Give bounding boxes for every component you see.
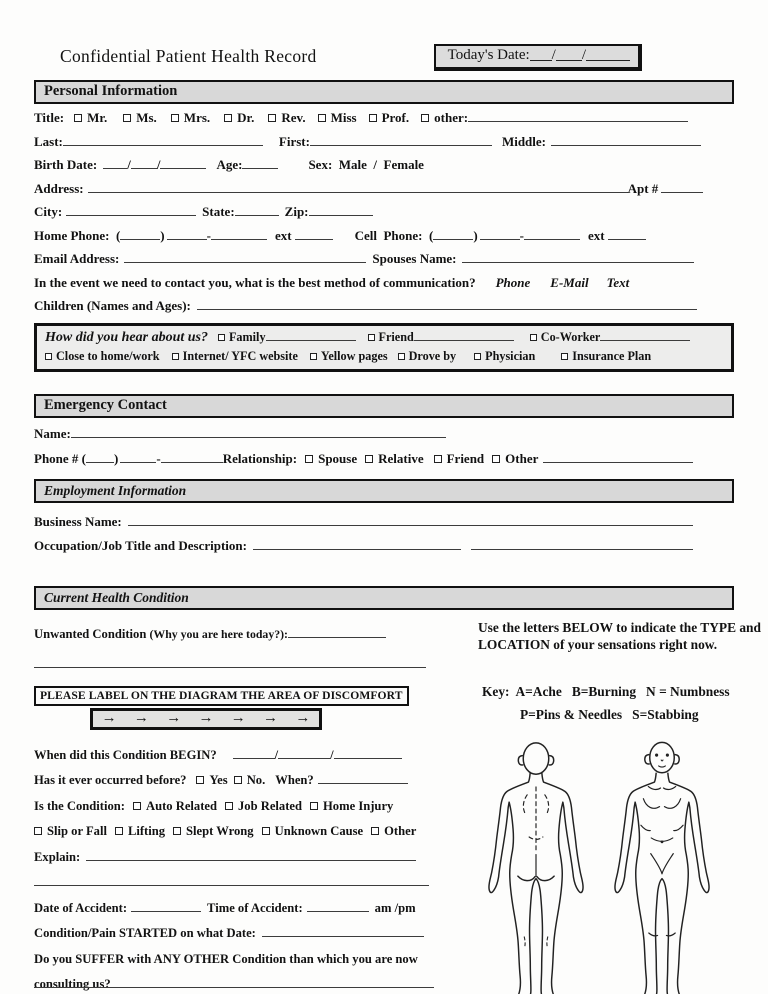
form-title: Confidential Patient Health Record [60, 46, 317, 66]
blank-field[interactable] [334, 746, 402, 759]
form-line [34, 534, 734, 559]
blank-field[interactable] [71, 425, 446, 438]
blank-field[interactable] [433, 227, 473, 240]
blank-field[interactable] [266, 328, 356, 341]
blank-field[interactable] [278, 746, 330, 759]
checkbox-label: Miss [330, 110, 357, 125]
condition-question-lines [34, 743, 452, 994]
label-text: Age: [216, 157, 243, 172]
blank-field[interactable] [86, 450, 114, 463]
checkbox-label: Job Related [238, 798, 303, 813]
label-text: Unwanted Condition [34, 626, 150, 641]
label-text: Occupation/Job Title and Description: [34, 538, 247, 553]
label-text: Do you SUFFER with ANY OTHER Condition than which you are now consulting us? [34, 951, 418, 991]
checkbox-label: Prof. [381, 110, 410, 125]
label-text: Apt # [627, 180, 659, 196]
form-line [34, 271, 734, 295]
checkbox-icon [474, 353, 481, 360]
checkbox-spouse[interactable] [305, 451, 357, 466]
blank-field[interactable] [167, 227, 207, 240]
checkbox-unknown-cause[interactable] [262, 824, 364, 838]
checkbox-other[interactable] [371, 824, 416, 838]
checkbox-ms[interactable] [123, 110, 157, 125]
checkbox-yes[interactable] [196, 773, 227, 787]
checkbox-icon [173, 827, 181, 835]
checkbox-icon [492, 455, 500, 463]
label-text: City: [34, 204, 63, 219]
label-text: / [274, 747, 279, 762]
checkbox-drove-by[interactable] [398, 349, 457, 363]
checkbox-icon [421, 114, 429, 122]
checkbox-label: Yellow pages [320, 348, 388, 363]
blank-field[interactable] [211, 227, 267, 240]
sensation-key-line-1: Key: A=Ache B=Burning N = Numbness [482, 683, 730, 699]
blank-field[interactable] [288, 625, 386, 638]
label-text: Has it ever occurred before? [34, 773, 187, 787]
checkbox-lifting[interactable] [115, 824, 165, 838]
checkbox-miss[interactable] [318, 110, 357, 125]
label-text: / [127, 157, 131, 172]
checkbox-icon [196, 776, 204, 784]
label-text: Last: [34, 133, 63, 149]
label-text: Name: [34, 425, 71, 441]
checkbox-close-to-home-work[interactable] [45, 349, 160, 363]
arrows-strip [90, 708, 322, 730]
checkbox-icon [530, 334, 537, 341]
right-arrow-icon: → [263, 710, 279, 726]
checkbox-prof[interactable] [369, 110, 410, 125]
blank-field[interactable] [63, 133, 263, 146]
checkbox-job-related[interactable] [225, 799, 302, 813]
blank-field[interactable] [103, 156, 127, 169]
form-line [34, 510, 734, 535]
label-text-small: (Why you are here today?): [149, 626, 288, 641]
label-text: Email Address: [34, 251, 120, 266]
form-line [34, 921, 452, 947]
blank-field[interactable] [120, 450, 156, 463]
blank-field[interactable] [556, 48, 582, 61]
checkbox-icon [115, 827, 123, 835]
label-text: Children (Names and Ages): [34, 298, 191, 313]
blank-field[interactable] [524, 227, 580, 240]
label-text: - [206, 227, 211, 243]
label-text: Address: [34, 180, 84, 196]
form-header [34, 44, 734, 78]
checkbox-other[interactable] [421, 110, 468, 125]
blank-field[interactable] [468, 109, 688, 122]
section-header-current-health-condition: Current Health Condition [34, 586, 734, 610]
label-text: Sex: Male / Female [308, 157, 424, 172]
label-text: ) [160, 227, 165, 243]
blank-field[interactable] [131, 156, 157, 169]
form-line [34, 649, 452, 679]
form-line [34, 446, 734, 471]
blank-field[interactable] [34, 873, 429, 886]
checkbox-icon [371, 827, 379, 835]
checkbox-insurance-plan[interactable] [561, 349, 651, 363]
label-text: When? [275, 773, 314, 787]
blank-field[interactable] [86, 848, 416, 861]
body-diagram[interactable] [476, 737, 734, 994]
checkbox-label: Ms. [136, 110, 157, 125]
sensation-key-line-2: P=Pins & Needles S=Stabbing [520, 706, 699, 722]
checkbox-label: Home Injury [323, 798, 394, 813]
checkbox-slept-wrong[interactable] [173, 824, 254, 838]
health-questions-column [34, 619, 452, 994]
form-line [34, 819, 452, 845]
label-text: ext [274, 227, 292, 243]
blank-field[interactable] [530, 48, 552, 61]
emergency-contact-fields [34, 421, 734, 471]
checkbox-label: Slept Wrong [186, 824, 254, 838]
blank-field[interactable] [160, 156, 206, 169]
form-line [34, 177, 734, 201]
checkbox-mrs[interactable] [171, 110, 210, 125]
form-line [34, 619, 452, 649]
form-line [34, 896, 452, 922]
label-text: In the event we need to contact you, what is the best method of communication? [34, 274, 476, 290]
blank-field[interactable] [197, 297, 697, 310]
employment-information-fields [34, 510, 734, 559]
checkbox-rev[interactable] [268, 110, 305, 125]
front-view-body-figure[interactable] [602, 737, 722, 994]
form-line [34, 106, 734, 130]
checkbox-co-worker[interactable] [530, 330, 601, 344]
checkbox-auto-related[interactable] [133, 799, 217, 813]
label-text: Date of Accident: [34, 900, 128, 915]
label-text: Home Phone: ( [34, 227, 121, 243]
form-line [34, 200, 734, 224]
checkbox-label: Drove by [408, 348, 457, 363]
checkbox-relative[interactable] [365, 451, 423, 466]
blank-field[interactable] [462, 250, 694, 263]
checkbox-icon [224, 114, 232, 122]
label-text: / [551, 47, 556, 63]
blank-field[interactable] [608, 227, 646, 240]
form-line [34, 421, 734, 446]
blank-field[interactable] [480, 227, 520, 240]
form-line [34, 224, 734, 248]
blank-field[interactable] [253, 537, 461, 550]
checkbox-no[interactable] [234, 773, 266, 787]
checkbox-slip-or-fall[interactable] [34, 824, 107, 838]
form-line [34, 972, 452, 994]
label-text: ) [114, 450, 119, 466]
back-view-body-figure[interactable] [476, 737, 596, 994]
checkbox-icon [365, 455, 373, 463]
label-text: - [156, 450, 161, 466]
label-text: Time of Accident: [207, 900, 303, 915]
blank-field[interactable] [661, 180, 703, 193]
checkbox-label: Auto Related [145, 798, 217, 813]
form-line [34, 743, 452, 769]
blank-field[interactable] [66, 203, 196, 216]
form-line [45, 328, 723, 347]
checkbox-friend[interactable] [368, 330, 414, 344]
checkbox-icon [45, 353, 52, 360]
label-text: Birth Date: [34, 157, 98, 172]
checkbox-label: Friend [378, 329, 414, 344]
todays-date-box [434, 44, 642, 71]
label-text: Phone # ( [34, 450, 86, 466]
checkbox-label: Friend [446, 450, 485, 466]
blank-field[interactable] [295, 227, 333, 240]
checkbox-label: Mrs. [183, 110, 211, 125]
blank-field[interactable] [120, 227, 160, 240]
label-text: Spouses Name: [372, 251, 457, 266]
label-text-italic: How did you hear about us? [45, 329, 208, 345]
checkbox-label: Close to home/work [56, 348, 160, 363]
right-arrow-icon: → [133, 710, 149, 726]
checkbox-icon [305, 455, 313, 463]
blank-field[interactable] [128, 513, 693, 526]
checkbox-icon [172, 353, 179, 360]
checkbox-label: Family [228, 329, 266, 344]
checkbox-label: Insurance Plan [572, 348, 652, 363]
checkbox-icon [434, 455, 442, 463]
blank-field[interactable] [124, 250, 366, 263]
label-text: Today's Date: [447, 47, 530, 63]
checkbox-icon [369, 114, 377, 122]
sensation-instruction: Use the letters BELOW to indicate the TYPE and LOCATION of your sensations right now. [478, 619, 761, 652]
form-line [34, 247, 734, 271]
checkbox-icon [133, 802, 141, 810]
checkbox-label: Other [505, 450, 539, 466]
blank-field[interactable] [262, 924, 424, 937]
checkbox-internet-yfc-website[interactable] [172, 349, 298, 363]
blank-field[interactable] [600, 328, 690, 341]
blank-field[interactable] [471, 537, 693, 550]
blank-field[interactable] [310, 133, 492, 146]
blank-field[interactable] [235, 203, 279, 216]
label-text: am /pm [374, 900, 416, 915]
checkbox-label: Other [384, 824, 417, 838]
label-text: / [581, 47, 586, 63]
checkbox-mr[interactable] [74, 110, 107, 125]
checkbox-label: Dr. [237, 110, 255, 125]
label-text: Relationship: [222, 450, 298, 466]
checkbox-family[interactable] [218, 330, 266, 344]
checkbox-label: No. [246, 773, 266, 787]
blank-field[interactable] [309, 203, 373, 216]
checkbox-label: Yes [209, 773, 228, 787]
form-line [34, 794, 452, 820]
checkbox-other[interactable] [492, 451, 538, 466]
checkbox-label: Physician [485, 348, 536, 363]
label-text: / [156, 157, 161, 172]
personal-information-fields [34, 106, 734, 318]
blank-field[interactable] [233, 746, 275, 759]
form-line [34, 947, 452, 991]
checkbox-icon [398, 353, 405, 360]
checkbox-icon [34, 827, 42, 835]
right-arrow-icon: → [198, 710, 214, 726]
blank-field[interactable] [551, 133, 701, 146]
form-line [34, 130, 734, 154]
how-did-you-hear-box [34, 323, 734, 372]
label-text-italic: Phone [495, 274, 531, 290]
label-text-italic: Text [606, 274, 630, 290]
form-line [34, 294, 734, 318]
checkbox-label: Mr. [87, 110, 108, 125]
label-text: Business Name: [34, 513, 122, 529]
checkbox-dr[interactable] [224, 110, 254, 125]
checkbox-label: Slip or Fall [47, 824, 107, 838]
checkbox-icon [262, 827, 270, 835]
unwanted-condition-lines [34, 619, 452, 679]
blank-field[interactable] [414, 328, 514, 341]
checkbox-icon [561, 353, 568, 360]
blank-field[interactable] [242, 156, 278, 169]
checkbox-icon [123, 114, 131, 122]
form-line [34, 845, 452, 871]
section-header-employment-information: Employment Information [34, 479, 734, 503]
label-text: / [330, 747, 334, 762]
blank-field[interactable] [161, 450, 223, 463]
right-arrow-icon: → [295, 710, 311, 726]
right-arrow-icon: → [101, 710, 117, 726]
sensation-key-column [452, 619, 761, 994]
label-text: Title: [34, 110, 65, 125]
checkbox-icon [225, 802, 233, 810]
blank-field[interactable] [34, 655, 426, 668]
checkbox-label: Co-Worker [540, 329, 601, 344]
checkbox-label: Rev. [281, 110, 306, 125]
form-line [34, 870, 452, 896]
checkbox-icon [74, 114, 82, 122]
label-text: Is the Condition: [34, 798, 125, 813]
section-header-emergency-contact: Emergency Contact [34, 394, 734, 418]
label-text: Explain: [34, 849, 81, 864]
label-text: When did this Condition BEGIN? [34, 747, 217, 762]
label-text: First: [278, 133, 310, 149]
checkbox-home-injury[interactable] [310, 799, 393, 813]
blank-field[interactable] [88, 180, 628, 193]
label-text: Cell Phone: ( [354, 227, 434, 243]
form-line [34, 768, 452, 794]
right-arrow-icon: → [230, 710, 246, 726]
label-text: ) [473, 227, 478, 243]
section-header-personal-information: Personal Information [34, 80, 734, 104]
checkbox-label: Internet/ YFC website [182, 348, 298, 363]
form-line [34, 153, 734, 177]
checkbox-icon [171, 114, 179, 122]
checkbox-physician[interactable] [474, 349, 535, 363]
checkbox-label: other: [434, 110, 469, 125]
label-text: Zip: [284, 204, 309, 219]
checkbox-label: Relative [378, 450, 424, 466]
checkbox-label: Spouse [318, 450, 358, 466]
checkbox-yellow-pages[interactable] [310, 349, 388, 363]
label-text: - [519, 227, 524, 243]
label-text: State: [202, 204, 235, 219]
please-label-diagram-box: PLEASE LABEL ON THE DIAGRAM THE AREA OF DISCOMFORT [34, 686, 409, 706]
checkbox-icon [318, 114, 326, 122]
blank-field[interactable] [307, 899, 369, 912]
checkbox-icon [310, 353, 317, 360]
checkbox-friend[interactable] [434, 451, 485, 466]
blank-field[interactable] [34, 975, 434, 988]
checkbox-label: Lifting [127, 824, 166, 838]
label-text: Middle: [501, 133, 546, 149]
checkbox-label: Unknown Cause [274, 824, 364, 838]
label-text: Condition/Pain STARTED on what Date: [34, 926, 256, 940]
label-text-italic: E-Mail [550, 274, 589, 290]
blank-field[interactable] [543, 450, 693, 463]
checkbox-icon [218, 334, 225, 341]
checkbox-icon [234, 776, 242, 784]
blank-field[interactable] [318, 771, 408, 784]
current-health-condition-body [34, 619, 761, 994]
checkbox-icon [368, 334, 375, 341]
form-line [45, 347, 723, 366]
checkbox-icon [268, 114, 276, 122]
right-arrow-icon: → [166, 710, 182, 726]
blank-field[interactable] [131, 899, 201, 912]
label-text: ext [588, 227, 605, 243]
checkbox-icon [310, 802, 318, 810]
blank-field[interactable] [586, 48, 630, 61]
